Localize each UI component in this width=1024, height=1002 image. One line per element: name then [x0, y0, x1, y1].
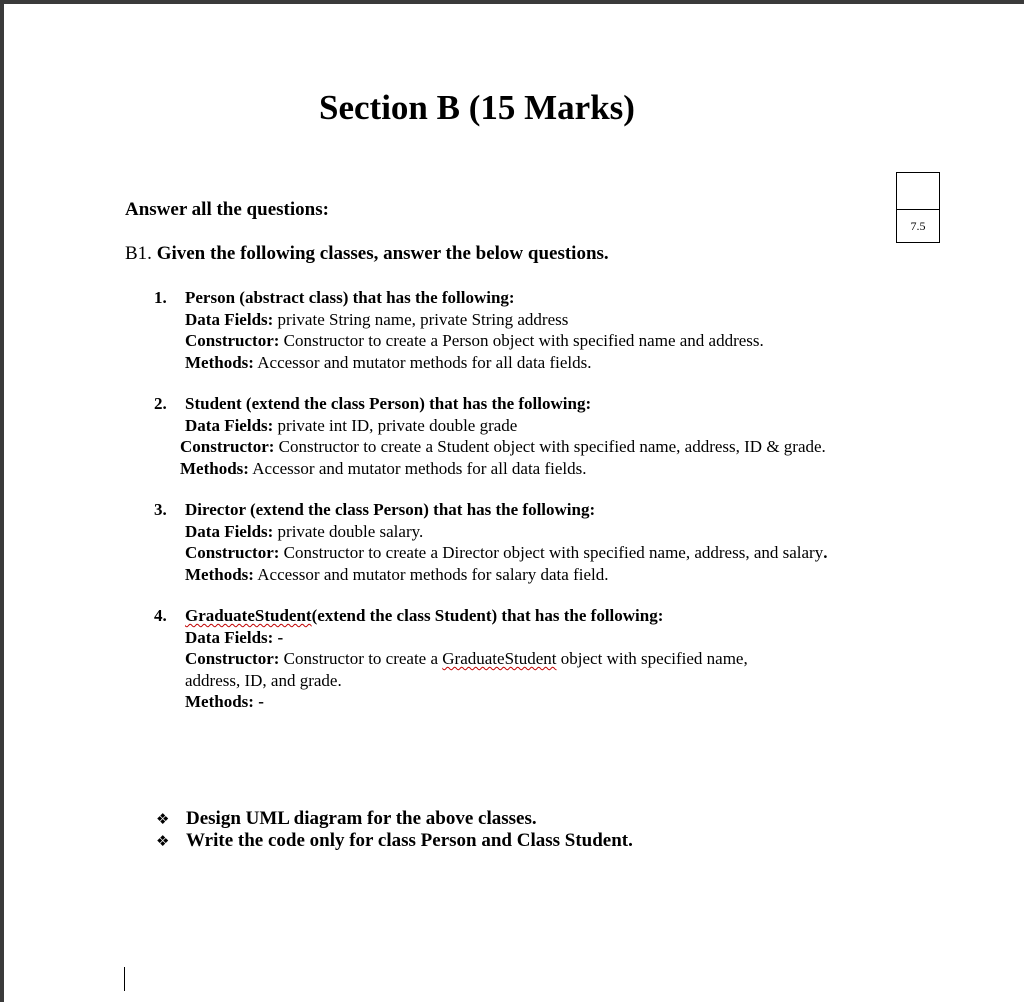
task-text: Design UML diagram for the above classes. [186, 808, 537, 829]
data-fields-label: Data Fields: [185, 627, 274, 647]
data-fields-value: private String name, private String address [277, 309, 569, 329]
constructor-value: Constructor to create a Person object with specified name and address. [283, 331, 764, 350]
item-constructor [185, 542, 827, 564]
item-methods [185, 352, 764, 374]
item-number: 2. [154, 394, 167, 413]
constructor-label: Constructor: [185, 331, 280, 350]
item-data-fields [185, 415, 826, 437]
item-constructor [185, 330, 764, 352]
item-data-fields [185, 309, 764, 331]
constructor-label: Constructor: [180, 437, 275, 456]
data-fields-value: - [277, 627, 284, 647]
spellcheck-word: GraduateStudent [185, 606, 312, 625]
spellcheck-word: GraduateStudent [442, 649, 557, 668]
item-methods [185, 691, 748, 713]
document-page [4, 4, 1024, 1002]
methods-label: Methods: [185, 564, 254, 584]
item-heading: Director (extend the class Person) that has the following: [185, 500, 596, 519]
question-b1 [125, 242, 609, 266]
question-text: Given the following classes, answer the below questions. [156, 243, 609, 264]
item-constructor [180, 436, 826, 458]
heading-rest: (extend the class Student) that has the following: [311, 606, 664, 625]
data-fields-label: Data Fields: [185, 521, 274, 541]
constructor-post: object with specified name, [560, 649, 748, 668]
item-data-fields [185, 627, 748, 649]
item-body [185, 605, 748, 713]
item-number: 1. [154, 288, 167, 307]
section-title: Section B (15 Marks) [319, 88, 635, 127]
methods-value: Accessor and mutator methods for all data fields. [252, 458, 587, 478]
instruction-text: Answer all the questions: [125, 199, 329, 220]
constructor-end: . [823, 543, 828, 562]
marks-value: 7.5 [910, 219, 926, 233]
data-fields-value: private double salary. [277, 521, 424, 541]
item-heading: Student (extend the class Person) that has the following: [185, 394, 592, 413]
constructor-pre: Constructor to create a [283, 649, 439, 668]
methods-value: Accessor and mutator methods for all data fields. [257, 352, 592, 372]
task-item [156, 830, 633, 852]
diamond-bullet-icon: ❖ [156, 810, 170, 828]
text-cursor [124, 967, 125, 991]
constructor-value: Constructor to create a Student object with specified name, address, ID & grade. [278, 437, 826, 456]
item-constructor-continued: address, ID, and grade. [185, 670, 342, 690]
diamond-bullet-icon: ❖ [156, 832, 170, 850]
item-constructor [185, 648, 748, 670]
item-heading [185, 605, 748, 627]
task-list [156, 808, 633, 852]
methods-label: Methods: [185, 352, 254, 372]
item-number: 4. [154, 606, 167, 625]
item-number: 3. [154, 500, 167, 519]
task-item [156, 808, 633, 830]
item-body [180, 393, 826, 479]
methods-label: Methods: [180, 458, 249, 478]
constructor-label: Constructor: [185, 649, 280, 668]
constructor-value: Constructor to create a Director object with specified name, address, and salary [283, 543, 824, 562]
question-number: B1. [125, 243, 152, 264]
data-fields-value: private int ID, private double grade [277, 415, 518, 435]
methods-label: Methods: [185, 692, 254, 711]
methods-value: Accessor and mutator methods for salary data field. [257, 564, 609, 584]
item-body [185, 499, 827, 585]
constructor-label: Constructor: [185, 543, 280, 562]
methods-value: - [258, 692, 264, 711]
data-fields-label: Data Fields: [185, 309, 274, 329]
data-fields-label: Data Fields: [185, 415, 274, 435]
item-methods [180, 458, 826, 480]
item-heading: Person (abstract class) that has the following: [185, 288, 515, 307]
marks-box [896, 172, 940, 243]
task-text: Write the code only for class Person and Class Student. [186, 830, 633, 851]
marks-box-empty-cell [897, 173, 939, 210]
item-body [185, 287, 764, 373]
item-data-fields [185, 521, 827, 543]
item-methods [185, 564, 827, 586]
